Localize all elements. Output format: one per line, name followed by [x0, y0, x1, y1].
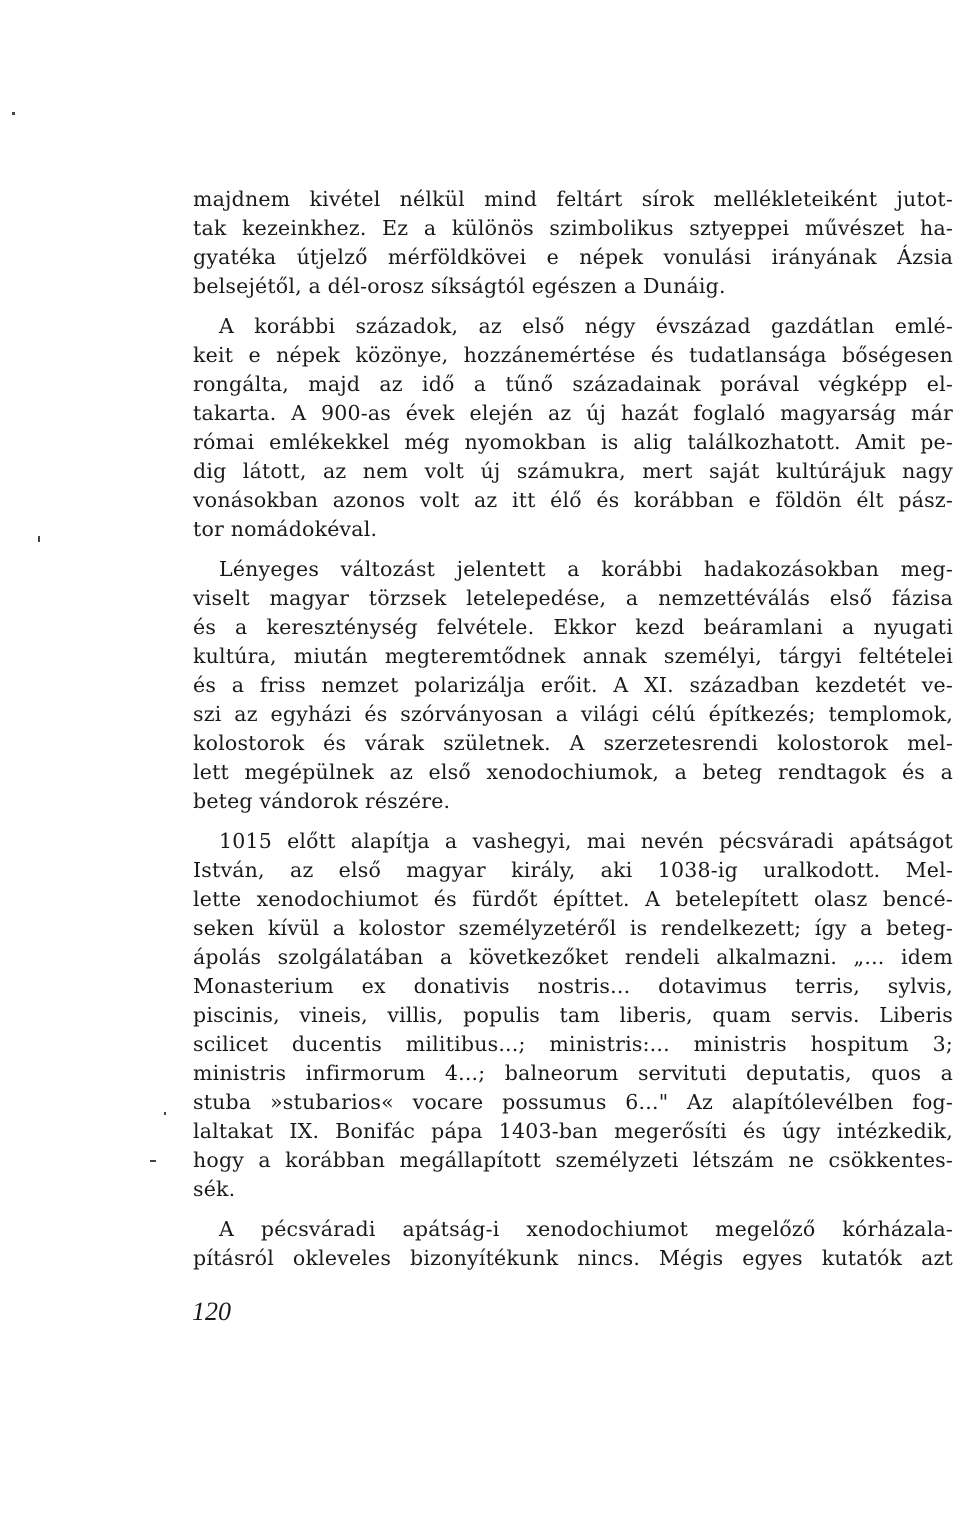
text-line: A korábbi századok, az első négy évszázad gazdátlan emlé-	[219, 314, 953, 338]
text-line: Monasterium ex donativis nostris... dotavimus terris, sylvis,	[193, 974, 953, 998]
text-line: dig látott, az nem volt új számukra, mert saját kultúrájuk nagy	[193, 459, 953, 483]
scan-speck	[38, 536, 40, 542]
text-line: keit e népek közönye, hozzánemértése és tudatlansága bőségesen	[193, 343, 953, 367]
text-line: beteg vándorok részére.	[193, 789, 451, 813]
text-line: ápolás szolgálatában a következőket rendeli alkalmazni. „... idem	[193, 945, 953, 969]
scan-speck	[150, 1160, 156, 1162]
text-line: vonásokban azonos volt az itt élő és korábban e földön élt pász-	[193, 488, 953, 512]
text-line: és a kereszténység felvétele. Ekkor kezd beáramlani a nyugati	[193, 615, 953, 639]
text-line: belsejétől, a dél-orosz síkságtól egészen a Dunáig.	[193, 274, 726, 298]
text-line: seken kívül a kolostor személyzetéről is rendelkezett; így a beteg-	[193, 916, 953, 940]
text-line: majdnem kivétel nélkül mind feltárt sírok mellékleteiként jutot-	[193, 187, 953, 211]
text-line: laltakat IX. Bonifác pápa 1403-ban megerősíti és úgy intézkedik,	[193, 1119, 953, 1143]
text-line: tor nomádokéval.	[193, 517, 378, 541]
text-line: scilicet ducentis militibus...; ministris:... ministris hospitum 3;	[193, 1032, 953, 1056]
scan-speck	[12, 112, 15, 115]
text-line: kolostorok és várak születnek. A szerzetesrendi kolostorok mel-	[193, 731, 953, 755]
text-line: sék.	[193, 1177, 236, 1201]
text-line: hogy a korábban megállapított személyzeti létszám ne csökkentes-	[193, 1148, 953, 1172]
text-line: kultúra, miután megteremtődnek annak személyi, tárgyi feltételei	[193, 644, 953, 668]
text-line: római emlékekkel még nyomokban is alig találkozhatott. Amit pe-	[193, 430, 953, 454]
text-line: lette xenodochiumot és fürdőt építtet. A betelepített olasz bencé-	[193, 887, 953, 911]
text-line: István, az első magyar király, aki 1038-ig uralkodott. Mel-	[193, 858, 953, 882]
text-line: tak kezeinkhez. Ez a különös szimbolikus sztyeppei művészet ha-	[193, 216, 953, 240]
text-line: viselt magyar törzsek letelepedése, a nemzettéválás első fázisa	[193, 586, 953, 610]
text-line: ministris infirmorum 4...; balneorum servituti deputatis, quos a	[193, 1061, 953, 1085]
text-line: A pécsváradi apátság-i xenodochiumot megelőző kórházala-	[219, 1217, 953, 1241]
page-number: 120	[192, 1297, 231, 1326]
text-line: rongálta, majd az idő a tűnő századainak porával végképp el-	[193, 372, 953, 396]
text-line: Lényeges változást jelentett a korábbi hadakozásokban meg-	[219, 557, 953, 581]
text-line: takarta. A 900-as évek elején az új hazát foglaló magyarság már	[193, 401, 953, 425]
text-line: lett megépülnek az első xenodochiumok, a beteg rendtagok és a	[193, 760, 953, 784]
text-line: szi az egyházi és szórványosan a világi célú építkezés; templomok,	[193, 702, 953, 726]
text-line: pításról okleveles bizonyítékunk nincs. Mégis egyes kutatók azt	[193, 1246, 953, 1270]
text-line: piscinis, vineis, villis, populis tam liberis, quam servis. Liberis	[193, 1003, 953, 1027]
text-line: gyatéka útjelző mérföldkövei e népek vonulási irányának Ázsia	[193, 245, 953, 269]
text-line: 1015 előtt alapítja a vashegyi, mai nevén pécsváradi apátságot	[219, 829, 953, 853]
scan-speck	[164, 1112, 166, 1115]
text-line: stuba »stubarios« vocare possumus 6..." Az alapítólevélben fog-	[193, 1090, 953, 1114]
text-line: és a friss nemzet polarizálja erőit. A XI. században kezdetét ve-	[193, 673, 953, 697]
